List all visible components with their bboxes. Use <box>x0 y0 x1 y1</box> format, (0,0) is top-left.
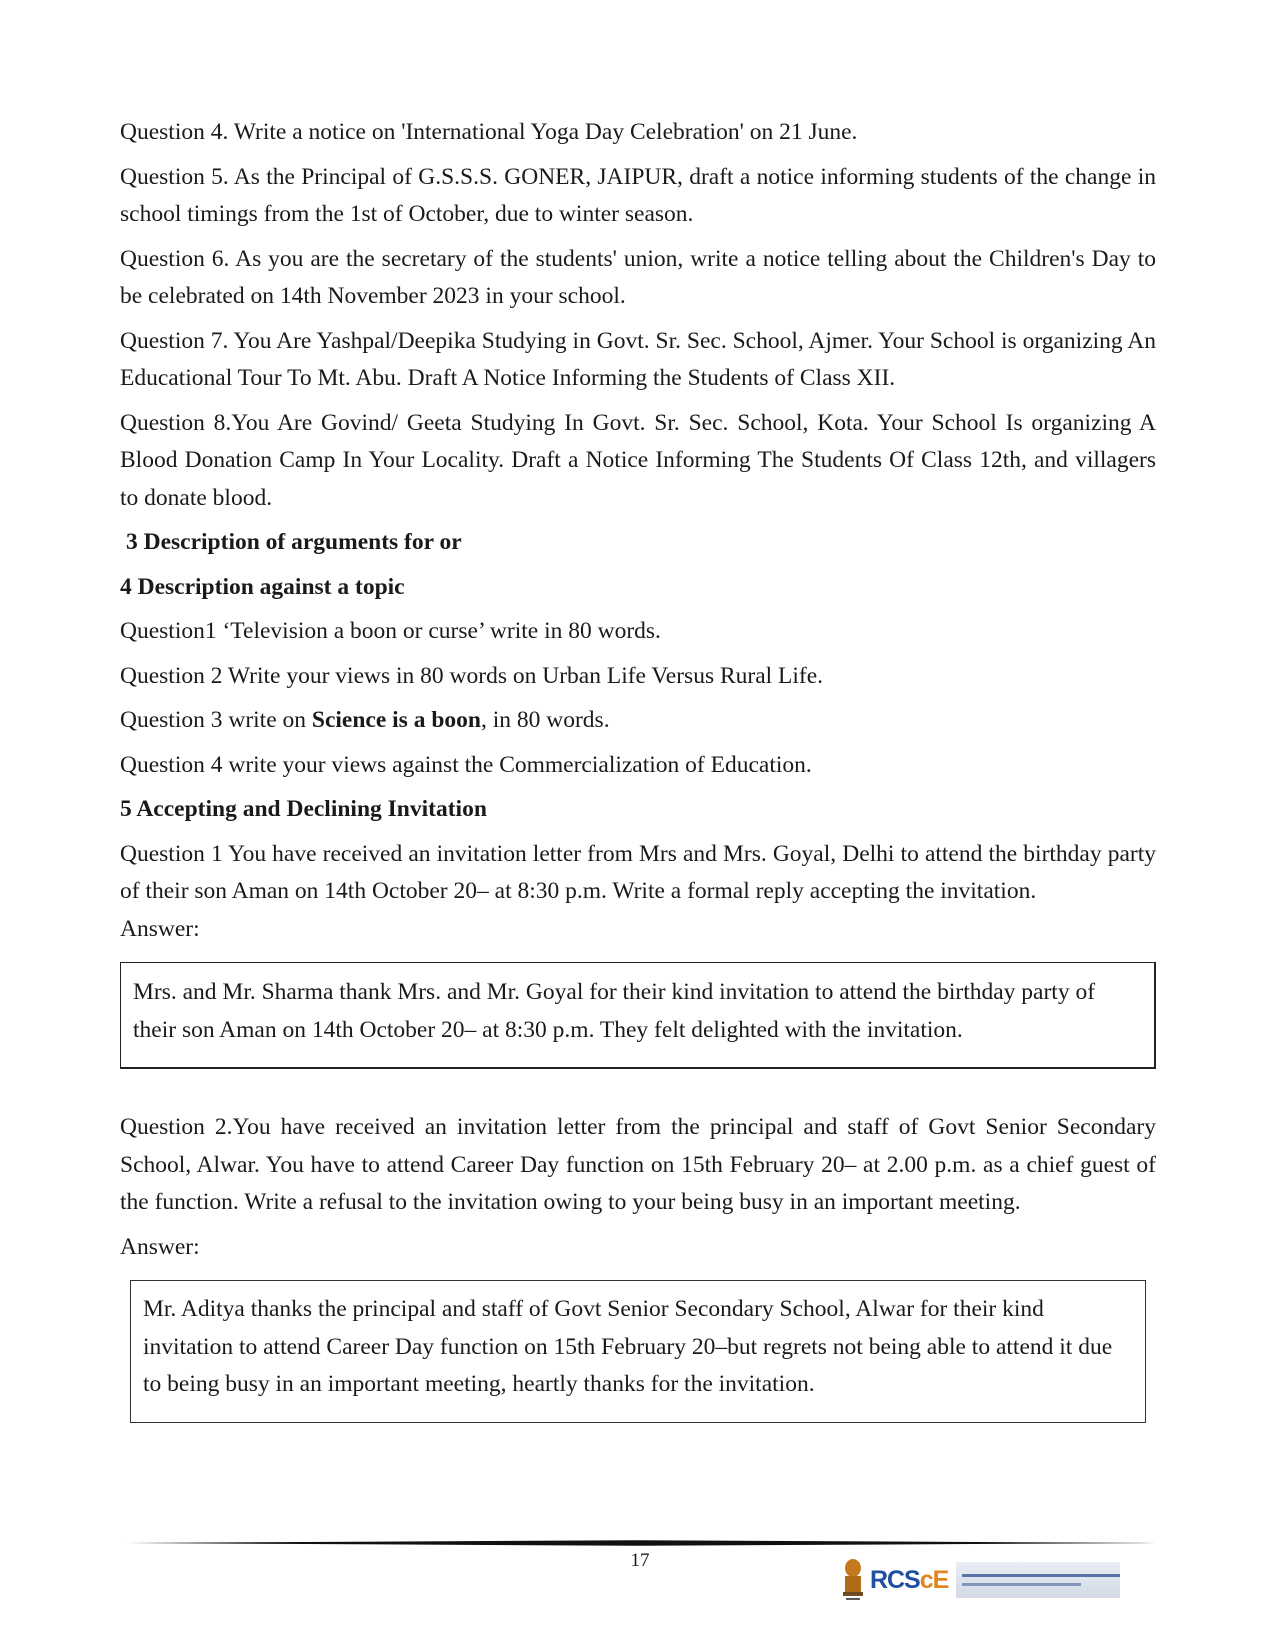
page-number: 17 <box>630 1550 650 1571</box>
answer-label-1: Answer: <box>120 915 200 942</box>
argument-question-1: Question1 ‘Television a boon or curse’ write in 80 words. <box>120 618 661 644</box>
document-page <box>120 114 1156 1423</box>
logo-wordmark: RCScE <box>869 1565 949 1594</box>
section-heading-5: 5 Accepting and Declining Invitation <box>120 796 487 822</box>
footer-rule <box>120 1540 1156 1546</box>
logo-hindi-band <box>956 1562 1120 1598</box>
invitation-question-2: Question 2.You have received an invitation letter from the principal and staff of Govt Senior Secondary School, Alwar. You have to attend Career Day function on 15th February 20– at 2.00 p.m. as a chief guest of the function. Write a refusal to the invitation owing to your being busy in an important meeting. <box>120 1114 1156 1215</box>
argument-question-3 <box>120 702 1156 740</box>
answer-text-2: Mr. Aditya thanks the principal and staff of Govt Senior Secondary School, Alwar for their kind invitation to attend Career Day function on 15th February 20–but regrets not being able to attend it due to being busy in an important meeting, heartly thanks for the invitation. <box>143 1296 1113 1397</box>
answer-box-1 <box>120 962 1156 1069</box>
answer-label-2: Answer: <box>120 1233 200 1260</box>
q3-bold-topic: Science is a boon <box>311 707 481 733</box>
argument-question-2: Question 2 Write your views in 80 words on Urban Life Versus Rural Life. <box>120 662 824 689</box>
rcsce-logo <box>840 1557 1120 1603</box>
section-heading-3: 3 Description of arguments for or <box>126 529 462 555</box>
question-5: Question 5. As the Principal of G.S.S.S. GONER, JAIPUR, draft a notice informing students of the change in school timings from the 1st of October, due to winter season. <box>120 163 1156 227</box>
argument-question-4: Question 4 write your views against the Commercialization of Education. <box>120 751 812 778</box>
state-emblem-icon <box>840 1558 866 1602</box>
answer-box-2 <box>130 1280 1146 1423</box>
section-heading-4: 4 Description against a topic <box>120 573 405 600</box>
question-7: Question 7. You Are Yashpal/Deepika Studying in Govt. Sr. Sec. School, Ajmer. Your School is organizing An Educational Tour To Mt. Abu. Draft A Notice Informing the Students of Class XII. <box>120 327 1156 391</box>
invitation-question-1: Question 1 You have received an invitation letter from Mrs and Mrs. Goyal, Delhi to attend the birthday party of their son Aman on 14th October 20– at 8:30 p.m. Write a formal reply accepting the invitation. <box>120 840 1156 904</box>
question-8: Question 8.You Are Govind/ Geeta Studying In Govt. Sr. Sec. School, Kota. Your School Is organizing A Blood Donation Camp In Your Locality. Draft a Notice Informing The Students Of Class 12th, and villagers to donate blood. <box>120 409 1156 511</box>
answer-text-1: Mrs. and Mr. Sharma thank Mrs. and Mr. Goyal for their kind invitation to attend the birthday party of their son Aman on 14th October 20– at 8:30 p.m. They felt delighted with the invitation. <box>133 979 1096 1043</box>
q3-prefix: Question 3 write on <box>120 707 312 733</box>
q3-suffix: , in 80 words. <box>480 707 610 733</box>
question-6: Question 6. As you are the secretary of the students' union, write a notice telling about the Children's Day to be celebrated on 14th November 2023 in your school. <box>120 245 1156 309</box>
question-4: Question 4. Write a notice on 'International Yoga Day Celebration' on 21 June. <box>120 119 858 145</box>
